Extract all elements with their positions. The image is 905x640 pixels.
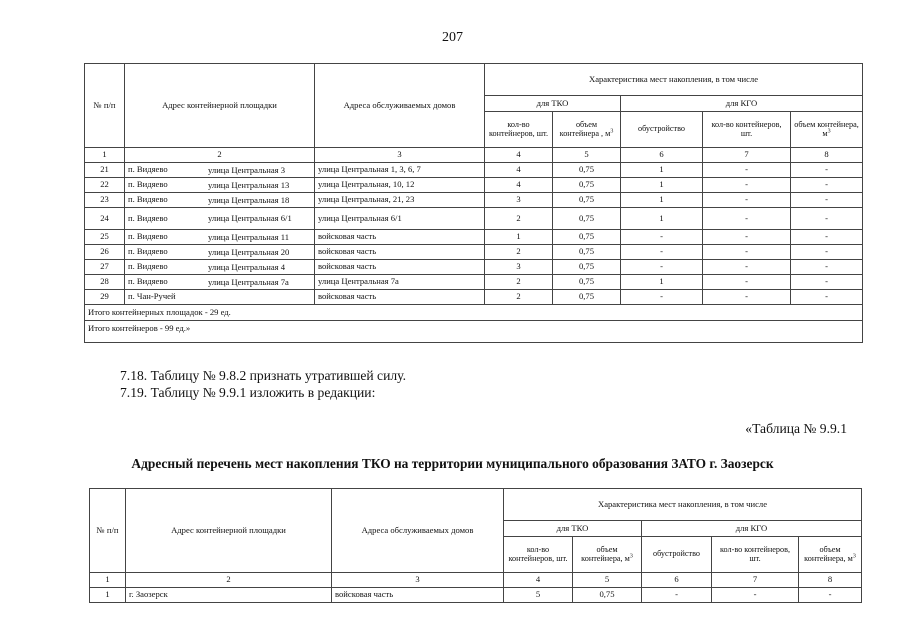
row-kgo-volume: -: [791, 260, 863, 275]
row-tko-count: 4: [485, 178, 553, 193]
table-row: [90, 588, 862, 603]
paragraph-7-18: 7.18. Таблицу № 9.8.2 признать утратившей силу.: [120, 368, 406, 383]
row-kgo-facility: -: [621, 245, 703, 260]
row-tko-count: 2: [485, 245, 553, 260]
row-locality: п. Видяево: [128, 231, 168, 242]
row-number: 28: [85, 275, 125, 290]
header-kgo-volume: объем контейнера, $м^3$: [799, 537, 862, 573]
header-kgo-facility: обустройство: [621, 112, 703, 148]
header-tko-volume: объем контейнера , $м^3$: [553, 112, 621, 148]
table-row: [85, 260, 863, 275]
row-served-address: улица Центральная 7а: [315, 275, 485, 290]
row-kgo-volume: -: [791, 193, 863, 208]
row-site-address: [125, 275, 315, 290]
table-row: [85, 208, 863, 230]
paragraph-7-19: 7.19. Таблицу № 9.9.1 изложить в редакции:: [120, 385, 376, 400]
header-site-address: Адрес контейнерной площадки: [126, 489, 332, 573]
row-locality: п. Видяево: [128, 179, 168, 190]
row-tko-count: 4: [485, 163, 553, 178]
row-number: 25: [85, 230, 125, 245]
row-tko-count: 1: [485, 230, 553, 245]
row-kgo-facility: 1: [621, 163, 703, 178]
col-number: 4: [485, 148, 553, 163]
row-locality: п. Видяево: [128, 261, 168, 272]
table-row: [85, 275, 863, 290]
header-kgo-volume: объем контейнера, $м^3$: [791, 112, 863, 148]
col-number: 7: [703, 148, 791, 163]
row-kgo-volume: -: [791, 230, 863, 245]
row-tko-volume: 0,75: [553, 208, 621, 230]
col-number: 4: [504, 573, 573, 588]
table-row: [85, 163, 863, 178]
row-kgo-facility: -: [642, 588, 712, 603]
row-kgo-count: -: [703, 193, 791, 208]
row-kgo-volume: -: [791, 163, 863, 178]
row-tko-volume: 0,75: [553, 245, 621, 260]
table-body: [85, 163, 863, 305]
row-street: улица Центральная 7а: [208, 276, 289, 287]
column-number-row: [90, 573, 862, 588]
row-kgo-facility: 1: [621, 275, 703, 290]
col-number: 2: [125, 148, 315, 163]
col-number: 8: [799, 573, 862, 588]
header-kgo-count: кол-во контейнеров, шт.: [703, 112, 791, 148]
table-row: [85, 230, 863, 245]
row-kgo-facility: 1: [621, 178, 703, 193]
row-number: 24: [85, 208, 125, 230]
row-tko-count: 3: [485, 193, 553, 208]
col-number: 8: [791, 148, 863, 163]
row-kgo-facility: -: [621, 290, 703, 305]
row-number: 21: [85, 163, 125, 178]
row-number: 22: [85, 178, 125, 193]
table-row: [85, 178, 863, 193]
total-sites: Итого контейнерных площадок - 29 ед.: [85, 305, 863, 321]
row-served-address: улица Центральная, 10, 12: [315, 178, 485, 193]
table-label: «Таблица № 9.9.1: [745, 421, 847, 436]
col-number: 7: [712, 573, 799, 588]
header-kgo: для КГО: [621, 96, 863, 112]
row-street: улица Центральная 20: [208, 246, 290, 257]
row-kgo-facility: -: [621, 260, 703, 275]
row-tko-count: 2: [485, 290, 553, 305]
row-locality: п. Чан-Ручей: [128, 291, 176, 302]
row-served-address: войсковая часть: [315, 260, 485, 275]
table-row: [85, 290, 863, 305]
row-kgo-facility: -: [621, 230, 703, 245]
row-locality: п. Видяево: [128, 212, 168, 223]
header-served-address: Адреса обслуживаемых домов: [332, 489, 504, 573]
row-served-address: войсковая часть: [332, 588, 504, 603]
row-site-address: г. Заозерск: [126, 588, 332, 603]
row-kgo-volume: -: [791, 178, 863, 193]
row-number: 26: [85, 245, 125, 260]
row-kgo-facility: 1: [621, 193, 703, 208]
row-served-address: улица Центральная 1, 3, 6, 7: [315, 163, 485, 178]
row-kgo-count: -: [703, 275, 791, 290]
row-locality: п. Видяево: [128, 246, 168, 257]
row-street: улица Центральная 4: [208, 261, 286, 272]
header-tko-count: кол-во контейнеров, шт.: [504, 537, 573, 573]
row-site-address: [125, 230, 315, 245]
col-number: 2: [126, 573, 332, 588]
page-number: 207: [442, 30, 463, 45]
header-site-address: Адрес контейнерной площадки: [125, 64, 315, 148]
row-kgo-count: -: [703, 163, 791, 178]
col-number: 6: [621, 148, 703, 163]
row-served-address: войсковая часть: [315, 290, 485, 305]
header-characteristic: Характеристика мест накопления, в том числе: [504, 489, 862, 521]
row-tko-volume: 0,75: [553, 178, 621, 193]
row-site-address: [125, 290, 315, 305]
row-served-address: войсковая часть: [315, 245, 485, 260]
row-street: улица Центральная 3: [208, 164, 286, 175]
row-kgo-volume: -: [791, 208, 863, 230]
row-kgo-count: -: [703, 245, 791, 260]
row-street: улица Центральная 6/1: [208, 213, 292, 224]
col-number: 1: [85, 148, 125, 163]
column-number-row: [85, 148, 863, 163]
row-kgo-count: -: [703, 260, 791, 275]
row-locality: п. Видяево: [128, 276, 168, 287]
col-number: 5: [553, 148, 621, 163]
row-served-address: улица Центральная 6/1: [315, 208, 485, 230]
row-street: улица Центральная 13: [208, 179, 290, 190]
col-number: 6: [642, 573, 712, 588]
row-kgo-volume: -: [791, 290, 863, 305]
table-row: [85, 245, 863, 260]
header-tko-volume: объем контейнера, $м^3$: [573, 537, 642, 573]
row-kgo-volume: -: [791, 275, 863, 290]
header-kgo-facility: обустройство: [642, 537, 712, 573]
header-tko: для ТКО: [504, 521, 642, 537]
row-locality: п. Видяево: [128, 164, 168, 175]
header-served-address: Адреса обслуживаемых домов: [315, 64, 485, 148]
row-street: улица Центральная 18: [208, 194, 290, 205]
row-tko-volume: 0,75: [553, 275, 621, 290]
row-number: 1: [90, 588, 126, 603]
row-kgo-count: -: [703, 208, 791, 230]
table-title: Адресный перечень мест накопления ТКО на территории муниципального образования ЗАТО г. Заозерск: [131, 456, 774, 471]
row-tko-volume: 0,75: [553, 193, 621, 208]
header-num: № п/п: [90, 489, 126, 573]
row-tko-volume: 0,75: [553, 260, 621, 275]
col-number: 3: [332, 573, 504, 588]
row-tko-count: 2: [485, 275, 553, 290]
row-tko-count: 3: [485, 260, 553, 275]
row-site-address: [125, 193, 315, 208]
row-site-address: [125, 178, 315, 193]
row-kgo-volume: -: [791, 245, 863, 260]
row-kgo-count: -: [703, 230, 791, 245]
row-street: улица Центральная 11: [208, 231, 290, 242]
header-tko-count: кол-во контейнеров, шт.: [485, 112, 553, 148]
col-number: 5: [573, 573, 642, 588]
row-served-address: войсковая часть: [315, 230, 485, 245]
header-characteristic: Характеристика мест накопления, в том числе: [485, 64, 863, 96]
row-tko-volume: 0,75: [573, 588, 642, 603]
row-kgo-count: -: [703, 178, 791, 193]
row-number: 23: [85, 193, 125, 208]
row-site-address: [125, 208, 315, 230]
row-kgo-count: -: [712, 588, 799, 603]
row-tko-count: 5: [504, 588, 573, 603]
row-site-address: [125, 245, 315, 260]
row-locality: п. Видяево: [128, 194, 168, 205]
row-tko-volume: 0,75: [553, 290, 621, 305]
containers-table-vidyaevo: [84, 63, 863, 343]
row-number: 29: [85, 290, 125, 305]
containers-table-zaozersk: [89, 488, 862, 603]
col-number: 1: [90, 573, 126, 588]
row-tko-count: 2: [485, 208, 553, 230]
table-body: [90, 588, 862, 603]
header-kgo: для КГО: [642, 521, 862, 537]
row-kgo-facility: 1: [621, 208, 703, 230]
row-tko-volume: 0,75: [553, 163, 621, 178]
header-num: № п/п: [85, 64, 125, 148]
col-number: 3: [315, 148, 485, 163]
row-tko-volume: 0,75: [553, 230, 621, 245]
total-containers: Итого контейнеров - 99 ед.»: [85, 321, 863, 343]
row-site-address: [125, 163, 315, 178]
table-row: [85, 193, 863, 208]
header-tko: для ТКО: [485, 96, 621, 112]
header-kgo-count: кол-во контейнеров, шт.: [712, 537, 799, 573]
row-site-address: [125, 260, 315, 275]
row-number: 27: [85, 260, 125, 275]
row-kgo-volume: -: [799, 588, 862, 603]
row-served-address: улица Центральная, 21, 23: [315, 193, 485, 208]
row-kgo-count: -: [703, 290, 791, 305]
